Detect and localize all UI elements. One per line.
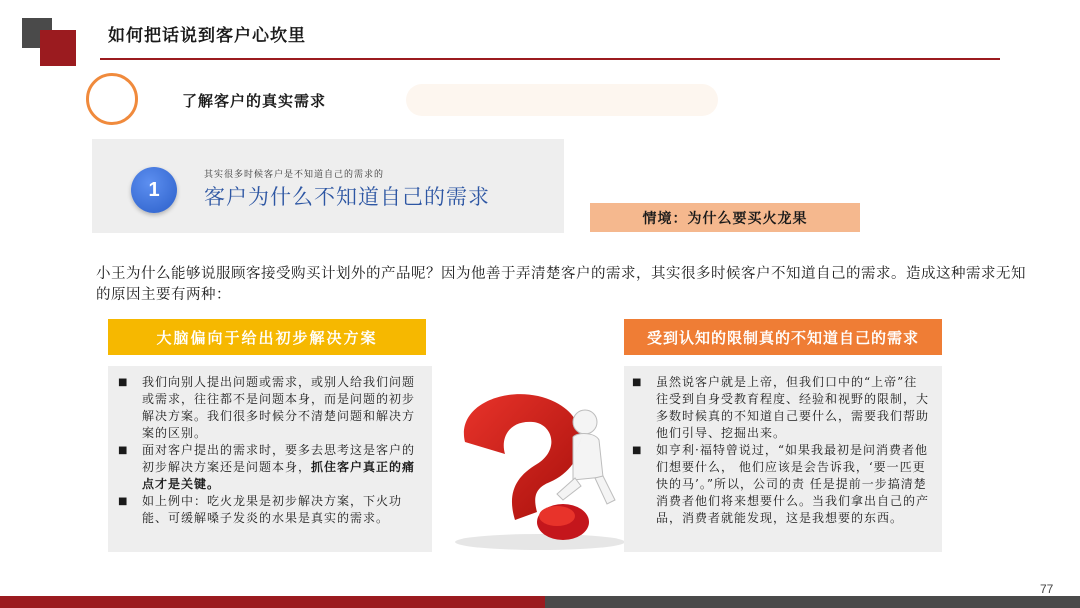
question-mark-thinker-icon	[445, 382, 635, 552]
list-item-text: 面对客户提出的需求时，要多去思考这是客户的初步解决方案还是问题本身，	[142, 443, 416, 474]
list-item	[630, 374, 930, 442]
footer-bar-red	[0, 596, 545, 608]
list-item-emphasis: 抓住客户真正的痛点才是关键。	[142, 460, 416, 491]
list-item	[116, 374, 416, 442]
right-column-header: 受到认知的限制真的不知道自己的需求	[624, 319, 942, 355]
page-title: 如何把话说到客户心坎里	[108, 26, 306, 46]
ring-icon	[86, 73, 138, 125]
right-bullet-list	[630, 374, 930, 527]
list-item-text: 如上例中：吃火龙果是初步解决方案，下火功能、可缓解嗓子发炎的水果是真实的需求。	[142, 494, 403, 525]
list-item-text: 我们向别人提出问题或需求，或别人给我们问题或需求，往往都不是问题本身，而是问题的初步解决方案。我们很多时候分不清楚问题和解决方案的区别。	[142, 375, 416, 440]
list-item-text: 如亨利·福特曾说过，“如果我最初是问消费者他们想要什么， 他们应该是会告诉我，‘要一匹更快的马’。”所以，公司的责 任是提前一步搞清楚消费者他们将来想要什么。当我们拿出自己的产品，消费者就能发现，这是我想要的东西。	[656, 443, 930, 525]
title-divider	[100, 58, 1000, 60]
section-heading: 客户为什么不知道自己的需求	[204, 185, 490, 209]
section-small-note: 其实很多时候客户是不知道自己的需求的	[204, 170, 385, 180]
corner-red-block	[40, 30, 76, 66]
footer-bar-gray	[545, 596, 1080, 608]
list-item	[116, 442, 416, 493]
left-column-header: 大脑偏向于给出初步解决方案	[108, 319, 426, 355]
section-subtitle: 了解客户的真实需求	[182, 92, 327, 110]
list-item	[116, 493, 416, 527]
list-item-text: 虽然说客户就是上帝，但我们口中的“上帝”往往受到自身受教育程度、经验和视野的限制，大多数时候真的不知道自己要什么，需要我们帮助他们引导、挖掘出来。	[656, 375, 930, 440]
intro-paragraph: 小王为什么能够说服顾客接受购买计划外的产品呢？因为他善于弄清楚客户的需求，其实很多时候客户不知道自己的需求。造成这种需求无知的原因主要有两种：	[96, 266, 1026, 303]
list-item	[630, 442, 930, 527]
scenario-label: 情境：为什么要买火龙果	[590, 203, 860, 232]
left-bullet-list	[116, 374, 416, 527]
decorative-pill	[406, 84, 718, 116]
page-number: 77	[1040, 582, 1054, 596]
section-number-badge: 1	[131, 167, 177, 213]
